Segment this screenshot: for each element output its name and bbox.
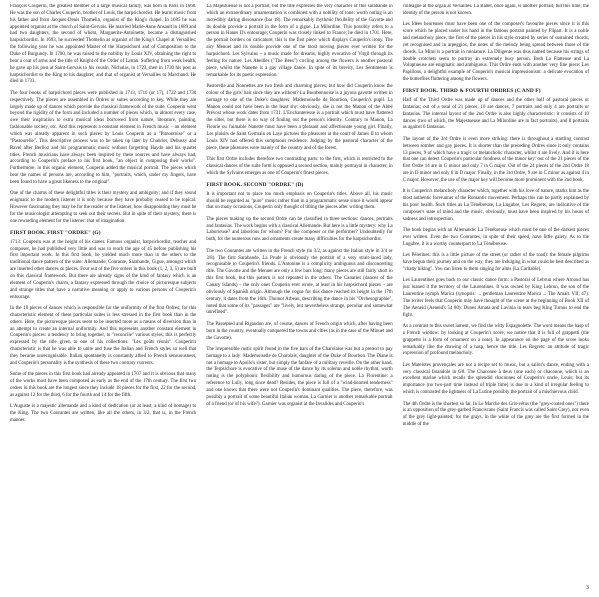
section-heading: FIRST BOOK. FIRST "ORDRE" (G) [10,230,101,237]
paragraph: It is Couperin's melancholy character which, together with his love of nature, marks him as the most authentic forerunner of the Romantic movement. Perhaps this can be partly explained by his poor health. Such titles as La Ténébreuse, La Lugubre, Les Regrets, are indicative of the composer's state of mind and the music, obviously, must have been inspired by his hours of sadness and introspection. [402,189,589,222]
paragraph: Some of the pieces in this first book had already appeared in 1707 and it is obvious that many of the works must have been composed as early as the end of the 17th century. The first two orders in this book are the longest since they include 18 pieces for the first, 22 for the second, as against 12 for the third, 6 for the fourth and 14 for the fifth. [10,372,197,398]
paragraph: Les Pèlerines: this is a little picture of the street (or rather of the road): the female pilgrims have begun their journey and on the way, they are indulging in what could be best described as "chatty hiking". You can listen to them singing for alms (La Caritable). [402,253,589,272]
paragraph: La Majestueuse is not a portrait, but the title expresses the very character of this sarabande in which an extraordinary ornamentation is combined with a nobility of tone: worth noting is an incredibly daring dissonance (bar 18). The remarkably rhythmic flexibility of the Gavotte and its double provide a portrait in the form of a gigue. La Milordine. This possibly refers to a person in Hanes II's entourage; Couperin was closely linked to France; he died in 1701. Here, the portrait borders on caricature; this is the first piece which displays Couperin's irony. The airy Menuet and its double provide one of the most moving pieces ever written for the harpsichord. Les Sylvains – a music made for dreams, highly evocative of Virgil through its feeling for nature. Les Abeilles ("The Bees") circling among the flowers is another pastoral piece, whilst the Nanette is a gay village dance. In spite of its brevity, Les Sentiments is remarkable for its poetic expression. [206,4,393,78]
section-heading: FIRST BOOK. SECOND "ORDRE" (D) [206,182,304,189]
section-heading: FIRST BOOK. THIRD & FOURTH ORDRES (C AND F) [402,88,541,95]
paragraph: Half of the Third Ordre was made up of dances and the other half of pastoral pieces or fantasias; out of a total of 21 pieces, 10 are dances, 7 portraits and only 4 are portraits or fantasias. The internal layout of the 2nd Ordre is also highly characteristic: it consists of 10 dances (two of which, the Majestueuse and La Milordine are in fact portraits), and 8 portraits as against 6 fantasias. [402,98,589,131]
paragraph: Pastorelle and Nonnettes are two fresh and charming pieces, but how did Couperin know the colour of the girls' hair since they are without? La Bourbonnoise is a joyous gavotte written in homage to one of the Duke's daughters: Mademoiselle de Bourbon, Couperin's pupil. La Manon could not have been in the least shy: obviously, she is not the Manon of the Abbé Prévost whose work dates from 1731. L'Enchanteresse is a portrait which must have flattered the sitter, but there is no way of finding out the person's identity. Contrary to Manon, La Fleurie ou l'aimable Nanette must have been a pleasant and affectionate young girl. Finally, Les plaisirs de Saint Germain en Laye pictures the pleasures at the court of James II to whom Louis XIV had offered this sumptuous residence. Judging by the pastoral character of the piece, these pleasures were mainly of the country and of the forest. [206,83,393,151]
paragraph: The two Courantes are written in the French style (in 3/2, as against the Italian style in 3/4 or 3/8). The first Sarabande, La Prude is obviously the portrait of a very strait-laced lady, recognisable to Couperin's friends. L'Antonine is a complicity ambiguous and disconcerting title. The Gavotte and the Menuet are only a few bars long: many pieces are still fairly short in this first book, but this pattern is not repeated in the others. The Canaries (dances of the Canary Islands) – the only ones Couperin ever wrote, at least in his harpsichord pieces – are obviously of Spanish origin. Although the vogue for this dance reached its height in the 17th century, it dates from the 16th. Thoinot Arbeau, describing the dance in his "Orchesographie", noted that some of its "passages" are "lively, but nevertheless strange, peculiar and somewhat unrefined". [206,248,393,316]
paragraph: One of the charms of these delightful titles is their mystery and ambiguity; and if they sound enigmatic to the modern listener it is only because they have probably ceased to be topical. However fascinating they may be for the reader or the listener, how disappointing they must be for the musicologist attempting to seek out their secrets. But in spite of their mystery, there is one rewarding element for the listener: that of imagination. [10,191,197,224]
paragraph: The irrepressible rustic spirit found in the five bars of the Charolaise was but a pretext to pay homage to a lady: Mademoiselle de Charolais, daughter of the Duke of Bourbon. The Diane is not a homage to Apollo's sister, but simply the fanfare of a military reveille. On the other hand, the Terpsichore is evocative of the muse of the dance by its solemn and noble rhythm; worth noting is the polyphonic flexibility and humorous daring of the piece. La Florentine: a reference to Lully, long since dead? Besides, the piece is full of a "wind-hearted tenderness" and one knows that there were not Couperin's dominant qualities. The piece, therefore, was possibly a portrait of some beautiful Italian woman. La Garnier is another remarkable portrait of a friend (or of his wife?). Garnier was organist at the Invalides and Couperin's [206,346,393,407]
paragraph: It is important not to place too much emphasis on Couperin's titles. Above all, his music should be regarded as "pure" music rather than in a programmatic sense since it would appear that on many occasions, Couperin only thought of titling the pieces after writing them. [206,191,393,211]
paragraph: The pieces making up the second Ordre can be classified in three sections: dances, portraits and fantasias. The work begins with a classical Allemande. But here is a little mystery: why La Laborieuse? and laborious for whom? For the composer or the performer? Undoubtedly for both, for the numerous runs and ornaments create many difficulties for the harpsichordist. [206,216,393,243]
paragraph: Les Idées heureuses must have been one of the composer's favourite pieces since it is this score which he placed under his hand in the famous portrait painted by Flipart. It is a noble and melancholy piece, the first of the pieces in his style created by series of sustained chords, yet recognised and in arpeggios, the notes of the melody being spread between those of the chords. La Mimi is a portrait in miniature. La Diligente was thus named because his strings of double crotchets seem to portray an extremely busy person. Both La Flatteuse and La Voluptueuse are enigmatic and ambiguous. This Ordre ends with another very fine piece: Les Papillons, a delightful example of Couperin's musical impressionism: a delicate evocation of the butterflies fluttering among the flowers. [402,22,589,83]
column-right [403,4,589,584]
text-columns [10,4,589,584]
paragraph: This first Ordre includes therefore two contrasting parts: to the first, which is restricted to the classical dances of the suite form is opposed a second section, mainly portrayal in character, in which the Sylvains emerges as one of Couperin's finest pieces. [206,157,393,176]
paragraph: colleague at the organ at Versailles. La Babet, once again, is another portrait, but this time, the identity of the person is not known. [402,4,589,16]
paragraph: In the 18 pieces of dances which is responsible for the uniformity of the first Ordres; for this characteristic element of these particular suites is less stressed in the first book than in the others. Here, the picturesque pieces seem to be inserted more as a means of diversion than in an attempt to create an internal uniformity. And this represents another constant element in Couperin's pieces: a tendency to bring together, to "reconcile" various styles; this is perfectly expressed by the title given to one of his collections: "Les goûts réunis". Couperin's characteristic is that he was able to unite and fuse the Italian and French styles so well that they became unrecognisable. Italian spontaneity is constantly allied to French sensuousness, and Couperin's personality is the synthesis of these two contrary currents. [10,305,197,366]
paragraph: The layout of the 3rd Ordre is even more striking: there is throughout a startling contrast between somber and gay pieces. It is shorter than the preceding Ordres since it only contains 13 pieces, 9 of which have a tragic or melancholic character, whilst 4 are lively. And it is here that one can detect Couperin's particular fondness of the minor key: out of the 21 pieces of the first Ordre 14 are in G minor and only 7 in G major. Out of the 24 pieces of the 2nd Ordre 18 are in D minor and only 6 in D major. Finally, in the 3rd Ordre, 9 are in C minor as against 4 in C major. However, the use of the major key will become more prominent with the 2nd book. [402,136,589,183]
paragraph: The Passepied and Rigaudon are, of course, dances of French origin which, after having been born in the country, eventually conquered the towns and cities (as in the case of the Minuet and the Gavotte). [206,321,393,341]
paragraph: The book begins with an Allemande: La Ténébreuse which must be one of the darkest pieces ever written. Even the two Courantes, in spite of their speed, have little gaiety. As to the Lugubre, it is a worthy counterpart to La Ténébreuse. [402,228,589,247]
column-left [10,4,196,584]
paragraph: As a contrast to this sweet lament, we find the witty Espagnolette. The word means the hasp of a French window: by looking at Couperin's score, we notice that it is full of grappetti (the grappetto is a form of ornament on a note). In appearance on the page of the score looks remarkably like the drawing of a hasp, hence the title. Les Regrets: an attitude of tragic expression of profound melancholy. [402,323,589,357]
paragraph: The 4th Ordre is the shortest so far. In Le Marche des Gris-vêtus (the "grey-coated ones") there is an opposition of the grey-garbed Franciscans (Saint Francis was called Saint Grey), nor even of the grey light-painted; for the grays, in the white of the grey are the first formed in the middle of the [402,401,589,428]
paragraph: Les Matelotes provençales are not a recipe set to music, but a sailor's dance, ending with a very classical farandole in 6/8. The Chaconne à deux (one each) or chaconne, which is an excellent marine which recalls the splendid chaconnes of Couperin's uncle, Louis; but its importance (no two-part time instead of triple time) is due to a kind of irregular feeling to which is contrasted the lightness of La Lutine possibly the portrait of a mischievous child. [402,362,589,396]
paragraph: The four books of harpsichord pieces were published in 1713, 1716 (or 17), 1722 and 1730 respectively. The pieces are assembled in Ordres or suites according to key. While they are largely made up of dances which provide the classical framework of the suite, Couperin went beyond the rigidity of the form and included a number of pieces which, in almost every case, owe their inspiration to extra musical ideas borrowed from nature, literature, painting, fashionable society, etc. And this represents a constant element in French music – an element which was already apparent in such pieces by Louis Couperin as a "Pimontoise" or a "Pastourelle". This descriptive process was to be taken up later by Chabrier, Debussy and Ravel after Berlioz and his programmatic music without forgetting Haydn and his quartet titles. French musicians have always been inspired by these sources and have always had, according to Couperin's preface to his first book, "an object in composing their works". Furthermore, in this organic element, Couperin added the musical portrait. The pieces which bear the names of persons are, according to him, "portraits, which, under my fingers, have been found to have a great likeness to the original". [10,90,197,185]
paragraph: François Couperin, the greatest member of a large musical family, was born in Paris in 1668. He was the son of Charles Couperin, brother of Louis, the harpsichordist. He learnt music from his father and from Jacques-Denis Thomelin, organist of the King's chapel. In 1685 he was appointed organist at the church of Saint-Gervais. He married Marie-Anne Ansault in 1689 and had two daughters, the second of whom, Marguerite-Antoinette, became a distinguished harpsichordist. In 1693, he succeeded Thomelin as organist of the King's Chapel at Versailles; the following year he was appointed Master of the Harpsichord and of Composition to the Duke of Burgundy. In 1700, he was raised to the nobility by Louis XIV, obtaining the right to bear a coat of arms and the title of Knight of the Order of Latran. Suffering from weak health, he gave up his post at Saint-Gervais to his cousin, Nicholas, in 1723, then in 1730 his post as harpsichordist to the King to his daughter, and that of organist at Versailles to Marchand. He died in 1733. [10,4,197,85]
paragraph: Les Laurentines goes back to our classic dance form: a Pastoral of Lebrun where Arnoud has just loaned it the territory of the Laurentines. It was owned by King Lebrun, the son of the Laurentine nymph Marica (synopsis: ... gentleman Laurentine Marica ... The Amalt. VII, 47). The writer feels that Couperin may have thought of the scene at the beginning of Book XII of The Aeneid (Aeneid's 54 80): Dunes Amata and Lavinia in tears beg King Turnus to end the fight. [402,278,589,318]
column-middle [206,4,392,584]
paragraph: 1713: Couperin was at the height of his career. Famous organist, harpsichordist, teacher and composer, he had published very little and was to reach the age of 45 before publishing his first important work. In this first book, he yielded much more than in the others to the traditional dance pattern of the suite: Allemande, Courante, Sarabande, Gigue, amongst which are inserted other dances or pieces. Four out of the five orders in this book (1, 2, 3, 5) are built on this classical framework. But there are already signs of the kind of fantasy which is an element of Couperin's charm, a fantasy expressed through the choice of picturesque subjects and strange titles that have a narrative meaning or apply to various persons of Couperin's entourage. [10,239,197,300]
page-number: 3 [586,585,589,591]
paragraph: L'Auguste is a majestic allemande and a kind of dedication (or at least, a kind of homage) to the King. The two Courantes are written, like all the others, in 3/2, that is, in the French manner. [10,404,197,423]
